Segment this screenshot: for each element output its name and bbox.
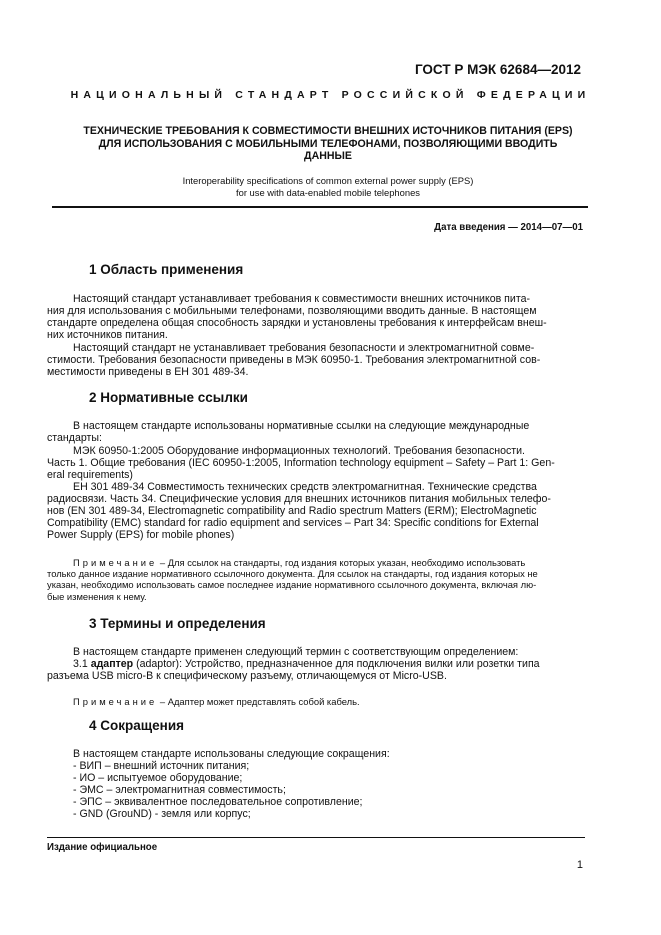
document-title bbox=[52, 125, 604, 163]
list-item: - GND (GrouND) - земля или корпус; bbox=[73, 808, 251, 821]
section-3-note bbox=[47, 696, 585, 707]
text-line: местимости приведены в ЕН 301 489-34. bbox=[47, 366, 249, 379]
list-item: - ЭПС – эквивалентное последовательное сопротивление; bbox=[73, 796, 363, 809]
text-line: В настоящем стандарте применен следующий термин с соответствующим определением: bbox=[73, 646, 519, 658]
effective-date: Дата введения — 2014—07—01 bbox=[434, 222, 583, 233]
text-line: Настоящий стандарт не устанавливает требования безопасности и электромагнитной совме- bbox=[73, 342, 535, 354]
text-line: стандарте определена общая способность зарядки и установлены требования к интерфейсам внеш- bbox=[47, 317, 547, 330]
note-label: Примечание bbox=[73, 557, 158, 568]
text-line: В настоящем стандарте использованы следующие сокращения: bbox=[73, 748, 390, 760]
title-line: ТЕХНИЧЕСКИЕ ТРЕБОВАНИЯ К СОВМЕСТИМОСТИ ВНЕШНИХ ИСТОЧНИКОВ ПИТАНИЯ (EPS) bbox=[83, 125, 573, 137]
note-line bbox=[47, 557, 585, 568]
subtitle-line: for use with data-enabled mobile telephones bbox=[236, 187, 420, 198]
text-line: eral requirements) bbox=[47, 469, 133, 482]
page-number: 1 bbox=[576, 859, 583, 871]
note-line: только данное издание нормативного ссылочного документа. Для ссылок на стандарты, год издания которых не bbox=[47, 568, 538, 580]
national-standard-heading: НАЦИОНАЛЬНЫЙ СТАНДАРТ РОССИЙСКОЙ ФЕДЕРАЦИИ bbox=[70, 89, 591, 101]
note-line bbox=[47, 696, 585, 707]
text-line: Power Supply (EPS) for mobile phones) bbox=[47, 529, 235, 542]
text-line: ния для использования с мобильными телефонами, позволяющими вводить данные. В настоящем bbox=[47, 305, 537, 318]
text-line: В настоящем стандарте использованы нормативные ссылки на следующие международные bbox=[73, 420, 530, 432]
list-item: - ВИП – внешний источник питания; bbox=[73, 760, 250, 773]
text-line: стимости. Требования безопасности приведены в МЭК 60950-1. Требования электромагнитной сов- bbox=[47, 354, 541, 367]
footer-divider bbox=[47, 837, 585, 838]
section-4-heading: 4 Сокращения bbox=[89, 718, 184, 733]
section-1-paragraph-2 bbox=[47, 342, 585, 378]
note-label: Примечание bbox=[73, 696, 158, 707]
section-1-paragraph-1 bbox=[47, 293, 585, 341]
document-subtitle-en bbox=[52, 175, 604, 199]
section-2-heading: 2 Нормативные ссылки bbox=[89, 390, 248, 405]
section-3-heading: 3 Термины и определения bbox=[89, 616, 266, 631]
section-1-heading: 1 Область применения bbox=[89, 262, 244, 277]
text-line: нов (EN 301 489-34, Electromagnetic compatibility and Radio spectrum Matters (ERM); ElectroMagnetic bbox=[47, 505, 537, 518]
title-line: ДЛЯ ИСПОЛЬЗОВАНИЯ С МОБИЛЬНЫМИ ТЕЛЕФОНАМИ, ПОЗВОЛЯЮЩИМИ ВВОДИТЬ bbox=[98, 137, 558, 150]
text-line: радиосвязи. Часть 34. Специфические условия для внешних источников питания мобильных телефо- bbox=[47, 493, 551, 506]
term-number: 3.1 bbox=[73, 658, 88, 671]
edition-label: Издание официальное bbox=[47, 842, 158, 853]
text-line: стандарты: bbox=[47, 432, 102, 445]
section-2-paragraph-1 bbox=[47, 420, 585, 444]
note-text: – Адаптер может представлять собой кабель. bbox=[157, 696, 360, 707]
section-2-reference-en-301-489 bbox=[47, 481, 585, 541]
note-text: – Для ссылок на стандарты, год издания которых указан, необходимо использовать bbox=[157, 557, 526, 568]
standard-number: ГОСТ Р МЭК 62684—2012 bbox=[414, 62, 581, 77]
section-3-paragraph bbox=[47, 646, 585, 682]
section-4-list bbox=[47, 748, 585, 821]
term-name: адаптер bbox=[90, 658, 134, 671]
title-divider bbox=[52, 206, 588, 208]
list-item: - ЭМС – электромагнитная совместимость; bbox=[73, 784, 286, 797]
section-2-note bbox=[47, 557, 585, 602]
text-line: Часть 1. Общие требования (IEC 60950-1:2005, Information technology equipment – Safety – Part 1: Gen- bbox=[47, 457, 555, 470]
text-line: Compatibility (EMC) standard for radio equipment and services – Part 34: Specific conditions for External bbox=[47, 517, 539, 530]
text-line: Настоящий стандарт устанавливает требования к совместимости внешних источников пита- bbox=[73, 293, 530, 305]
title-line: ДАННЫЕ bbox=[304, 150, 352, 162]
term-definition-line bbox=[47, 658, 585, 670]
list-item: - ИО – испытуемое оборудование; bbox=[73, 772, 243, 785]
note-line: указан, необходимо использовать самое последнее издание нормативного ссылочного документа, включая лю- bbox=[47, 579, 537, 591]
text-line: МЭК 60950-1:2005 Оборудование информационных технологий. Требования безопасности. bbox=[73, 445, 525, 457]
section-2-reference-iec-60950 bbox=[47, 445, 585, 481]
note-line: бые изменения к нему. bbox=[47, 590, 147, 602]
subtitle-line: Interoperability specifications of common external power supply (EPS) bbox=[182, 175, 474, 186]
text-line: разъема USB micro-B к специфическому разъему, отличающемуся от Micro-USB. bbox=[47, 670, 447, 683]
term-definition: (adaptor): Устройство, предназначенное для подключения вилки или розетки типа bbox=[133, 658, 540, 671]
text-line: ЕН 301 489-34 Совместимость технических средств электромагнитная. Технические средства bbox=[73, 481, 537, 493]
text-line: них источников питания. bbox=[47, 329, 168, 342]
